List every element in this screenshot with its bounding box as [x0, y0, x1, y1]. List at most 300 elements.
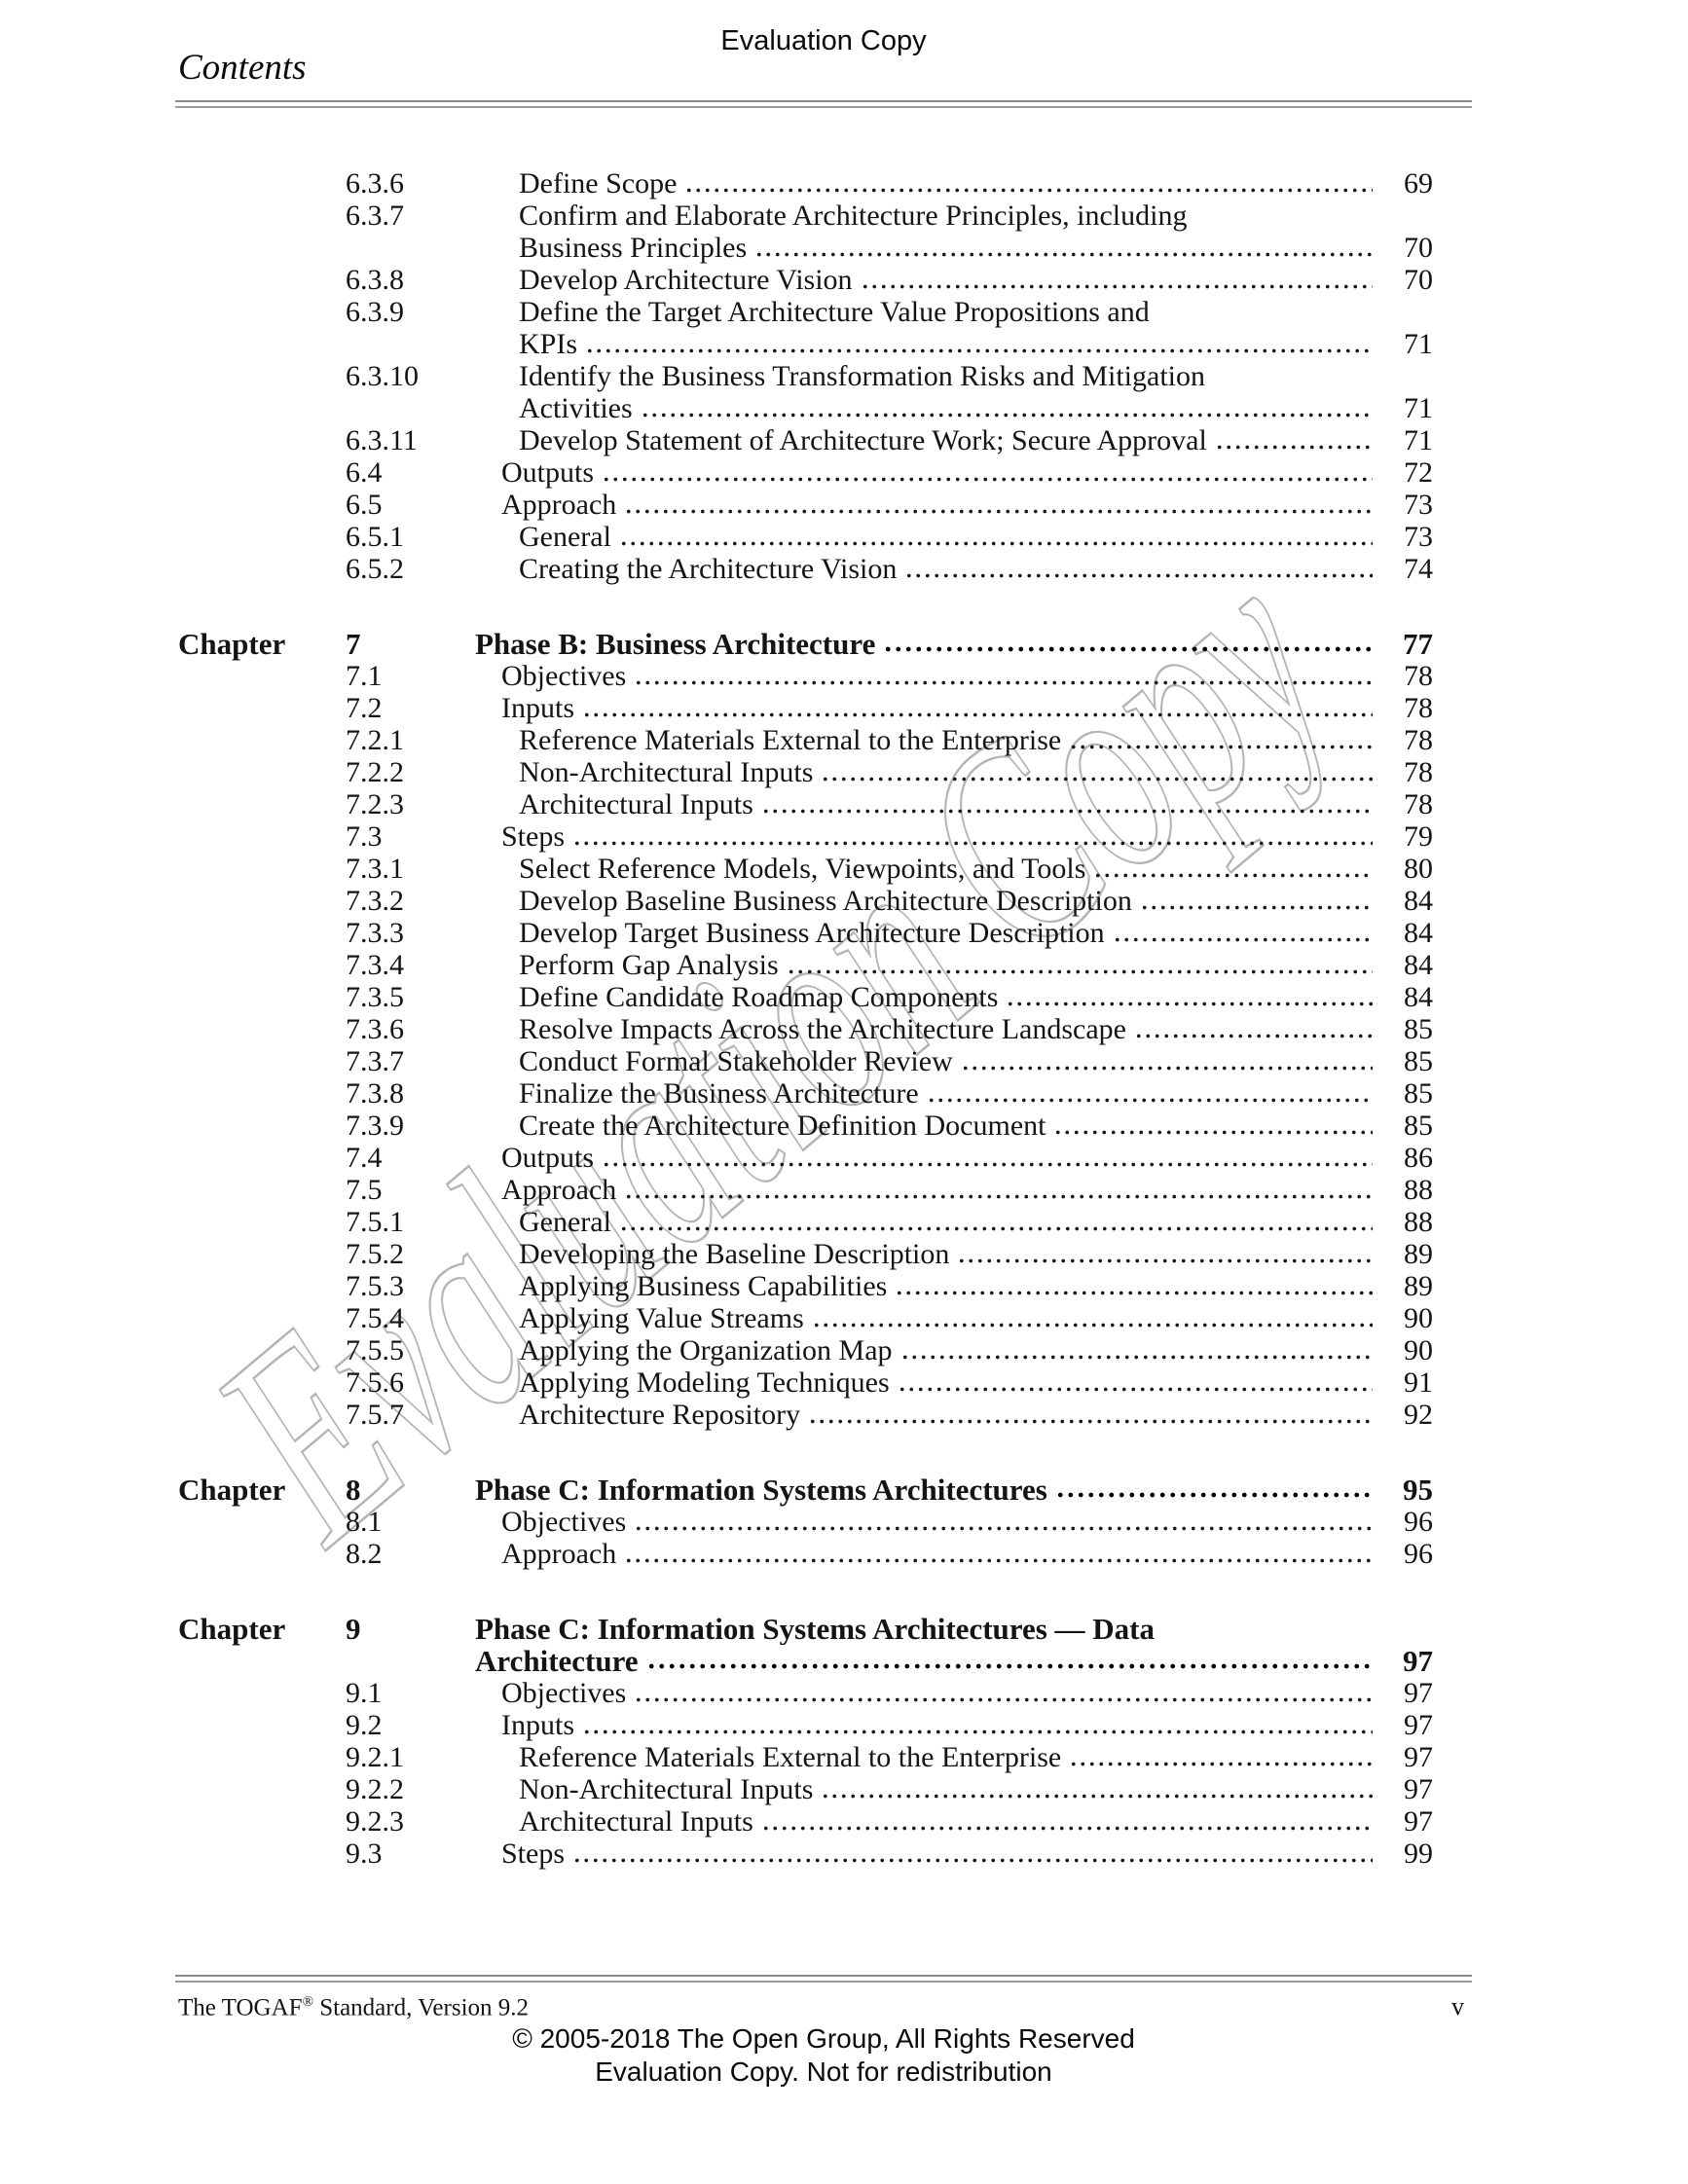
- dot-leader: [619, 1225, 1373, 1232]
- toc-entry-body: [475, 167, 1472, 200]
- dot-leader: [602, 476, 1373, 483]
- toc-entry-page: 97: [1404, 1709, 1433, 1741]
- toc-entry-number: 6.5: [346, 489, 383, 521]
- toc-entry-row[interactable]: [178, 1238, 1472, 1270]
- toc-entry-body: [475, 424, 1472, 456]
- toc-entry-title: Applying the Organization Map: [519, 1334, 893, 1366]
- dot-leader: [904, 572, 1373, 579]
- toc-entry-number: 7.5.4: [346, 1302, 404, 1334]
- toc-entry-number: 7.3.5: [346, 981, 404, 1013]
- toc-entry-title: Reference Materials External to the Enterprise: [519, 724, 1062, 756]
- toc-entry-page: 97: [1404, 1773, 1433, 1805]
- toc-entry-lastline: [519, 1206, 1472, 1238]
- toc-entry-title: Architectural Inputs: [519, 788, 753, 820]
- toc-entry-row[interactable]: [178, 167, 1472, 200]
- toc-entry-lastline: [519, 885, 1472, 917]
- toc-entry-number: 9.3: [346, 1838, 383, 1870]
- toc-entry-number: 7.3.9: [346, 1110, 404, 1142]
- toc-entry-lastline: [519, 1238, 1472, 1270]
- toc-entry-page: 84: [1404, 885, 1433, 917]
- toc-entry-body: [475, 1773, 1472, 1805]
- page-title: Contents: [178, 48, 307, 88]
- toc-entry-lastline: [519, 981, 1472, 1013]
- toc-chapter-row[interactable]: [178, 1613, 1472, 1677]
- toc-entry-page: 70: [1404, 264, 1433, 296]
- toc-entry-title: Applying Business Capabilities: [519, 1270, 888, 1302]
- toc-entry-lastline: [519, 1741, 1472, 1773]
- dot-leader: [624, 1557, 1373, 1564]
- toc-entry-body: [475, 1110, 1472, 1142]
- toc-entry-lastline: [501, 660, 1472, 692]
- dot-leader: [1140, 904, 1373, 911]
- toc-entry-title: Phase C: Information Systems Architectures: [475, 1473, 1047, 1507]
- toc-entry-number: 7.5.7: [346, 1399, 404, 1431]
- toc-entry-page: 88: [1404, 1174, 1433, 1206]
- toc-entry-number: 9: [346, 1612, 361, 1646]
- toc-entry-row[interactable]: [178, 949, 1472, 981]
- toc-entry-number: 9.1: [346, 1677, 383, 1709]
- toc-entry-page: 71: [1404, 424, 1433, 456]
- toc-entry-lastline: [475, 628, 1472, 660]
- toc-entry-title-line: Identify the Business Transformation Risks and Mitigation: [519, 360, 1205, 392]
- toc-entry-title: Define Candidate Roadmap Components: [519, 981, 999, 1013]
- toc-entry-number: 7.5.6: [346, 1366, 404, 1399]
- toc-entry-row[interactable]: [178, 1013, 1472, 1045]
- toc-entry-title: Develop Architecture Vision: [519, 264, 853, 296]
- dot-leader: [582, 1729, 1373, 1735]
- toc-entry-lastline: [501, 820, 1472, 853]
- toc-entry-body: [475, 360, 1472, 424]
- dot-leader: [1069, 744, 1373, 750]
- toc-entry-row[interactable]: [178, 1110, 1472, 1142]
- toc-entry-page: 86: [1404, 1142, 1433, 1174]
- toc-entry-body: [475, 1709, 1472, 1741]
- evaluation-notice: Evaluation Copy. Not for redistribution: [595, 2057, 1052, 2087]
- toc-entry-row[interactable]: [178, 853, 1472, 885]
- toc-entry-row[interactable]: [178, 296, 1472, 360]
- toc-entry-page: 78: [1404, 692, 1433, 724]
- toc-entry-lastline: [519, 392, 1472, 424]
- toc-entry-row[interactable]: [178, 917, 1472, 949]
- toc-entry-page: 96: [1404, 1538, 1433, 1570]
- toc-entry-lastline: [519, 1399, 1472, 1431]
- toc-entry-body: [475, 981, 1472, 1013]
- toc-entry-body: [475, 1838, 1472, 1870]
- toc-entry-title: Creating the Architecture Vision: [519, 553, 898, 585]
- toc-entry-page: 89: [1404, 1238, 1433, 1270]
- chapter-label: Chapter: [178, 1612, 286, 1646]
- toc-entry-lastline: [519, 521, 1472, 553]
- dot-leader: [1006, 1001, 1373, 1007]
- toc-entry-row[interactable]: [178, 424, 1472, 456]
- toc-entry-row[interactable]: [178, 1805, 1472, 1838]
- toc-entry-body: [475, 1238, 1472, 1270]
- toc-entry-lastline: [501, 1174, 1472, 1206]
- toc-entry-title: Outputs: [501, 456, 595, 489]
- dot-leader: [1053, 1129, 1373, 1136]
- toc-entry-number: 6.3.8: [346, 264, 404, 296]
- dot-leader: [1215, 444, 1373, 451]
- toc-entry-title: Architecture Repository: [519, 1399, 801, 1431]
- toc-entry-row[interactable]: [178, 788, 1472, 820]
- book-title-prefix: The TOGAF: [178, 1994, 303, 2021]
- toc-entry-number: 9.2.1: [346, 1741, 404, 1773]
- toc-entry-lastline: [519, 1270, 1472, 1302]
- toc-entry-title: Non-Architectural Inputs: [519, 1773, 814, 1805]
- dot-leader: [812, 1322, 1373, 1329]
- toc-entry-number: 7.2.1: [346, 724, 404, 756]
- toc-entry-row[interactable]: [178, 521, 1472, 553]
- toc-entry-row[interactable]: [178, 885, 1472, 917]
- toc-entry-number: 7: [346, 627, 361, 661]
- toc-entry-body: [475, 853, 1472, 885]
- dot-leader: [624, 508, 1373, 515]
- toc-entry-row[interactable]: [178, 1270, 1472, 1302]
- toc-entry-lastline: [501, 1142, 1472, 1174]
- toc-entry-number: 7.2.2: [346, 756, 404, 788]
- toc-entry-number: 7.3.2: [346, 885, 404, 917]
- toc-entry-lastline: [519, 853, 1472, 885]
- toc-entry-number: 9.2: [346, 1709, 383, 1741]
- toc-entry-page: 85: [1404, 1077, 1433, 1110]
- toc-entry-row[interactable]: [178, 1206, 1472, 1238]
- toc-entry-number: 9.2.3: [346, 1805, 404, 1838]
- toc-entry-title: Outputs: [501, 1142, 595, 1174]
- toc-entry-lastline: [501, 1709, 1472, 1741]
- toc-entry-row[interactable]: [178, 1773, 1472, 1805]
- dot-leader: [1113, 936, 1373, 943]
- toc-entry-number: 7.3.7: [346, 1045, 404, 1077]
- book-title-suffix: Standard, Version 9.2: [312, 1994, 530, 2021]
- toc-entry-page: 95: [1403, 1473, 1433, 1507]
- toc-entry-title: Activities: [519, 392, 633, 424]
- toc-entry-body: [475, 724, 1472, 756]
- toc-entry-page: 90: [1404, 1334, 1433, 1366]
- toc-entry-row[interactable]: [178, 820, 1472, 853]
- toc-entry-row[interactable]: [178, 553, 1472, 585]
- toc-entry-lastline: [501, 489, 1472, 521]
- toc-entry-page: 97: [1404, 1805, 1433, 1838]
- toc-entry-title: Perform Gap Analysis: [519, 949, 779, 981]
- toc-entry-number: 7.3.6: [346, 1013, 404, 1045]
- toc-entry-row[interactable]: [178, 456, 1472, 489]
- toc-entry-lastline: [519, 949, 1472, 981]
- toc-entry-body: [475, 692, 1472, 724]
- toc-entry-body: [475, 820, 1472, 853]
- toc-entry-lastline: [475, 1474, 1472, 1506]
- toc-entry-page: 85: [1404, 1045, 1433, 1077]
- toc-entry-body: [475, 456, 1472, 489]
- toc-entry-page: 91: [1404, 1366, 1433, 1399]
- toc-entry-number: 7.3.4: [346, 949, 404, 981]
- toc-entry-lastline: [475, 1645, 1472, 1677]
- toc-entry-lastline: [519, 917, 1472, 949]
- toc-entry-title: General: [519, 1206, 611, 1238]
- dot-leader: [808, 1418, 1373, 1425]
- toc-entry-page: 78: [1404, 724, 1433, 756]
- toc-entry-page: 78: [1404, 756, 1433, 788]
- toc-entry-lastline: [501, 692, 1472, 724]
- toc-entry-body: [475, 917, 1472, 949]
- toc-entry-row[interactable]: [178, 1677, 1472, 1709]
- toc-entry-body: [475, 1013, 1472, 1045]
- toc-entry-page: 97: [1403, 1644, 1433, 1678]
- toc-entry-title: Develop Statement of Architecture Work; Secure Approval: [519, 424, 1207, 456]
- header-rule: [175, 100, 1472, 108]
- toc-entry-page: 73: [1404, 521, 1433, 553]
- toc-entry-number: 9.2.2: [346, 1773, 404, 1805]
- toc-entry-body: [475, 1538, 1472, 1570]
- toc-entry-lastline: [519, 424, 1472, 456]
- dot-leader: [582, 711, 1373, 718]
- toc-entry-page: 71: [1404, 328, 1433, 360]
- toc-entry-row[interactable]: [178, 756, 1472, 788]
- toc-entry-title-line: Phase C: Information Systems Architectures — Data: [475, 1613, 1155, 1645]
- toc-entry-lastline: [519, 1110, 1472, 1142]
- toc-entry-body: [475, 885, 1472, 917]
- toc-entry-number: 8.2: [346, 1538, 383, 1570]
- toc-entry-number: 7.5.1: [346, 1206, 404, 1238]
- toc-entry-number: 6.3.9: [346, 296, 404, 328]
- chapter-label: Chapter: [178, 627, 286, 661]
- toc-entry-page: 92: [1404, 1399, 1433, 1431]
- dot-leader: [821, 1793, 1373, 1800]
- dot-leader: [787, 968, 1373, 975]
- dot-leader: [1069, 1761, 1373, 1767]
- dot-leader: [684, 187, 1373, 194]
- toc-entry-row[interactable]: [178, 200, 1472, 264]
- toc-entry-page: 85: [1404, 1110, 1433, 1142]
- toc-entry-row[interactable]: [178, 1709, 1472, 1741]
- dot-leader: [883, 645, 1373, 653]
- toc-entry-body: [475, 949, 1472, 981]
- toc-entry-page: 97: [1404, 1741, 1433, 1773]
- toc-entry-row[interactable]: [178, 981, 1472, 1013]
- toc-entry-number: 8: [346, 1473, 361, 1507]
- toc-entry-row[interactable]: [178, 1302, 1472, 1334]
- dot-leader: [572, 840, 1373, 847]
- footer-line: [178, 1987, 1464, 2022]
- toc-entry-title: Non-Architectural Inputs: [519, 756, 814, 788]
- toc-entry-body: [475, 296, 1472, 360]
- evaluation-copy-header: Evaluation Copy: [720, 25, 927, 56]
- toc-entry-body: [475, 1077, 1472, 1110]
- toc-entry-title: Create the Architecture Definition Document: [519, 1110, 1046, 1142]
- toc-entry-row[interactable]: [178, 1838, 1472, 1870]
- toc-entry-lastline: [519, 264, 1472, 296]
- toc-list: [178, 167, 1472, 1870]
- toc-entry-row[interactable]: [178, 1334, 1472, 1366]
- dot-leader: [821, 776, 1373, 783]
- toc-entry-number: 6.3.7: [346, 200, 404, 232]
- toc-entry-body: [475, 1366, 1472, 1399]
- toc-entry-row[interactable]: [178, 1399, 1472, 1431]
- dot-leader: [898, 1386, 1373, 1393]
- toc-entry-title: KPIs: [519, 328, 578, 360]
- toc-entry-body: [475, 1506, 1472, 1538]
- dot-leader: [634, 1696, 1373, 1703]
- dot-leader: [961, 1065, 1373, 1072]
- toc-entry-body: [475, 1174, 1472, 1206]
- toc-chapter-row[interactable]: [178, 1474, 1472, 1506]
- dot-leader: [585, 347, 1373, 354]
- toc-entry-lastline: [519, 553, 1472, 585]
- toc-entry-row[interactable]: [178, 1538, 1472, 1570]
- registered-trademark: ®: [302, 1994, 313, 2010]
- toc-entry-title: Resolve Impacts Across the Architecture Landscape: [519, 1013, 1126, 1045]
- dot-leader: [861, 283, 1373, 290]
- toc-entry-number: 6.3.10: [346, 360, 419, 392]
- toc-entry-page: 80: [1404, 853, 1433, 885]
- toc-entry-title: Develop Baseline Business Architecture Description: [519, 885, 1132, 917]
- toc-entry-lastline: [519, 232, 1472, 264]
- dot-leader: [634, 1525, 1373, 1532]
- toc-entry-lastline: [501, 456, 1472, 489]
- toc-entry-number: 7.2.3: [346, 788, 404, 820]
- toc-entry-title: Architecture: [475, 1644, 639, 1678]
- toc-entry-row[interactable]: [178, 1366, 1472, 1399]
- toc-entry-page: 90: [1404, 1302, 1433, 1334]
- toc-entry-lastline: [519, 167, 1472, 200]
- dot-leader: [602, 1161, 1373, 1168]
- toc-entry-body: [475, 1142, 1472, 1174]
- toc-entry-page: 85: [1404, 1013, 1433, 1045]
- dot-leader: [927, 1097, 1373, 1104]
- toc-entry-title: Reference Materials External to the Enterprise: [519, 1741, 1062, 1773]
- toc-entry-page: 73: [1404, 489, 1433, 521]
- toc-entry-title: Steps: [501, 820, 566, 853]
- toc-entry-number: 7.5.3: [346, 1270, 404, 1302]
- toc-entry-lastline: [501, 1838, 1472, 1870]
- toc-entry-title: Inputs: [501, 1709, 574, 1741]
- dot-leader: [761, 1825, 1373, 1832]
- folio-page-number: v: [1451, 1992, 1464, 2021]
- toc-entry-title: Approach: [501, 1538, 617, 1570]
- toc-entry-lastline: [519, 1013, 1472, 1045]
- toc-entry-page: 97: [1404, 1677, 1433, 1709]
- toc-entry-row[interactable]: [178, 724, 1472, 756]
- toc-entry-page: 79: [1404, 820, 1433, 853]
- toc-entry-lastline: [519, 1302, 1472, 1334]
- toc-entry-body: [475, 553, 1472, 585]
- toc-entry-title: Business Principles: [519, 232, 748, 264]
- toc-entry-body: [475, 1741, 1472, 1773]
- toc-entry-page: 96: [1404, 1506, 1433, 1538]
- toc-entry-body: [475, 660, 1472, 692]
- toc-entry-lastline: [519, 1366, 1472, 1399]
- toc-entry-title: Conduct Formal Stakeholder Review: [519, 1045, 953, 1077]
- toc-entry-page: 78: [1404, 660, 1433, 692]
- toc-entry-title: Inputs: [501, 692, 574, 724]
- dot-leader: [624, 1193, 1373, 1200]
- dot-leader: [895, 1290, 1373, 1296]
- toc-entry-page: 84: [1404, 917, 1433, 949]
- toc-entry-page: 89: [1404, 1270, 1433, 1302]
- dot-leader: [1134, 1033, 1373, 1039]
- toc-entry-title: Applying Modeling Techniques: [519, 1366, 890, 1399]
- toc-entry-row[interactable]: [178, 660, 1472, 692]
- toc-entry-page: 69: [1404, 167, 1433, 200]
- toc-entry-lastline: [519, 1334, 1472, 1366]
- toc-entry-body: [475, 1045, 1472, 1077]
- toc-entry-title: Applying Value Streams: [519, 1302, 804, 1334]
- toc-entry-title: Objectives: [501, 1506, 627, 1538]
- dot-leader: [641, 412, 1373, 419]
- toc-entry-title: Develop Target Business Architecture Description: [519, 917, 1105, 949]
- toc-entry-title: Define Scope: [519, 167, 678, 200]
- toc-entry-lastline: [519, 1077, 1472, 1110]
- toc-entry-page: 71: [1404, 392, 1433, 424]
- toc-entry-number: 7.5.2: [346, 1238, 404, 1270]
- toc-entry-title: Objectives: [501, 1677, 627, 1709]
- toc-entry-title: Select Reference Models, Viewpoints, and Tools: [519, 853, 1086, 885]
- toc-entry-lastline: [501, 1538, 1472, 1570]
- toc-entry-lastline: [519, 328, 1472, 360]
- toc-entry-lastline: [519, 756, 1472, 788]
- toc-entry-row[interactable]: [178, 1077, 1472, 1110]
- toc-entry-number: 7.5.5: [346, 1334, 404, 1366]
- dot-leader: [572, 1857, 1373, 1864]
- toc-entry-row[interactable]: [178, 1506, 1472, 1538]
- toc-entry-number: 7.5: [346, 1174, 383, 1206]
- toc-entry-body: [475, 756, 1472, 788]
- toc-entry-page: 77: [1403, 627, 1433, 661]
- toc-entry-title-line: Define the Target Architecture Value Propositions and: [519, 296, 1150, 328]
- toc-entry-body: [475, 628, 1472, 660]
- toc-entry-row[interactable]: [178, 1045, 1472, 1077]
- toc-entry-page: 84: [1404, 949, 1433, 981]
- toc-entry-row[interactable]: [178, 1174, 1472, 1206]
- toc-entry-page: 99: [1404, 1838, 1433, 1870]
- toc-entry-title: Objectives: [501, 660, 627, 692]
- toc-entry-row[interactable]: [178, 1741, 1472, 1773]
- toc-entry-title-line: Confirm and Elaborate Architecture Principles, including: [519, 200, 1188, 232]
- toc-entry-lastline: [501, 1677, 1472, 1709]
- dot-leader: [619, 540, 1373, 547]
- toc-entry-number: 7.1: [346, 660, 383, 692]
- toc-entry-number: 6.3.11: [346, 424, 418, 456]
- toc-entry-page: 78: [1404, 788, 1433, 820]
- footer-rule: [175, 1975, 1472, 1983]
- toc-entry-body: [475, 1474, 1472, 1506]
- toc-entry-number: 6.5.1: [346, 521, 404, 553]
- toc-entry-page: 88: [1404, 1206, 1433, 1238]
- dot-leader: [900, 1354, 1373, 1361]
- toc-entry-lastline: [519, 724, 1472, 756]
- toc-entry-row[interactable]: [178, 1142, 1472, 1174]
- toc-entry-row[interactable]: [178, 360, 1472, 424]
- chapter-label: Chapter: [178, 1473, 286, 1507]
- toc-entry-lastline: [519, 1773, 1472, 1805]
- toc-entry-page: 84: [1404, 981, 1433, 1013]
- toc-entry-body: [475, 788, 1472, 820]
- toc-chapter-row[interactable]: [178, 628, 1472, 660]
- toc-entry-number: 8.1: [346, 1506, 383, 1538]
- dot-leader: [1093, 872, 1373, 879]
- toc-entry-row[interactable]: [178, 692, 1472, 724]
- dot-leader: [754, 251, 1373, 258]
- toc-entry-row[interactable]: [178, 489, 1472, 521]
- toc-entry-number: 7.3.3: [346, 917, 404, 949]
- toc-entry-number: 6.4: [346, 456, 383, 489]
- toc-entry-body: [475, 521, 1472, 553]
- toc-entry-row[interactable]: [178, 264, 1472, 296]
- toc-entry-title: Developing the Baseline Description: [519, 1238, 950, 1270]
- toc-entry-title: Approach: [501, 489, 617, 521]
- toc-entry-lastline: [519, 1805, 1472, 1838]
- toc-entry-body: [475, 1270, 1472, 1302]
- toc-entry-page: 70: [1404, 232, 1433, 264]
